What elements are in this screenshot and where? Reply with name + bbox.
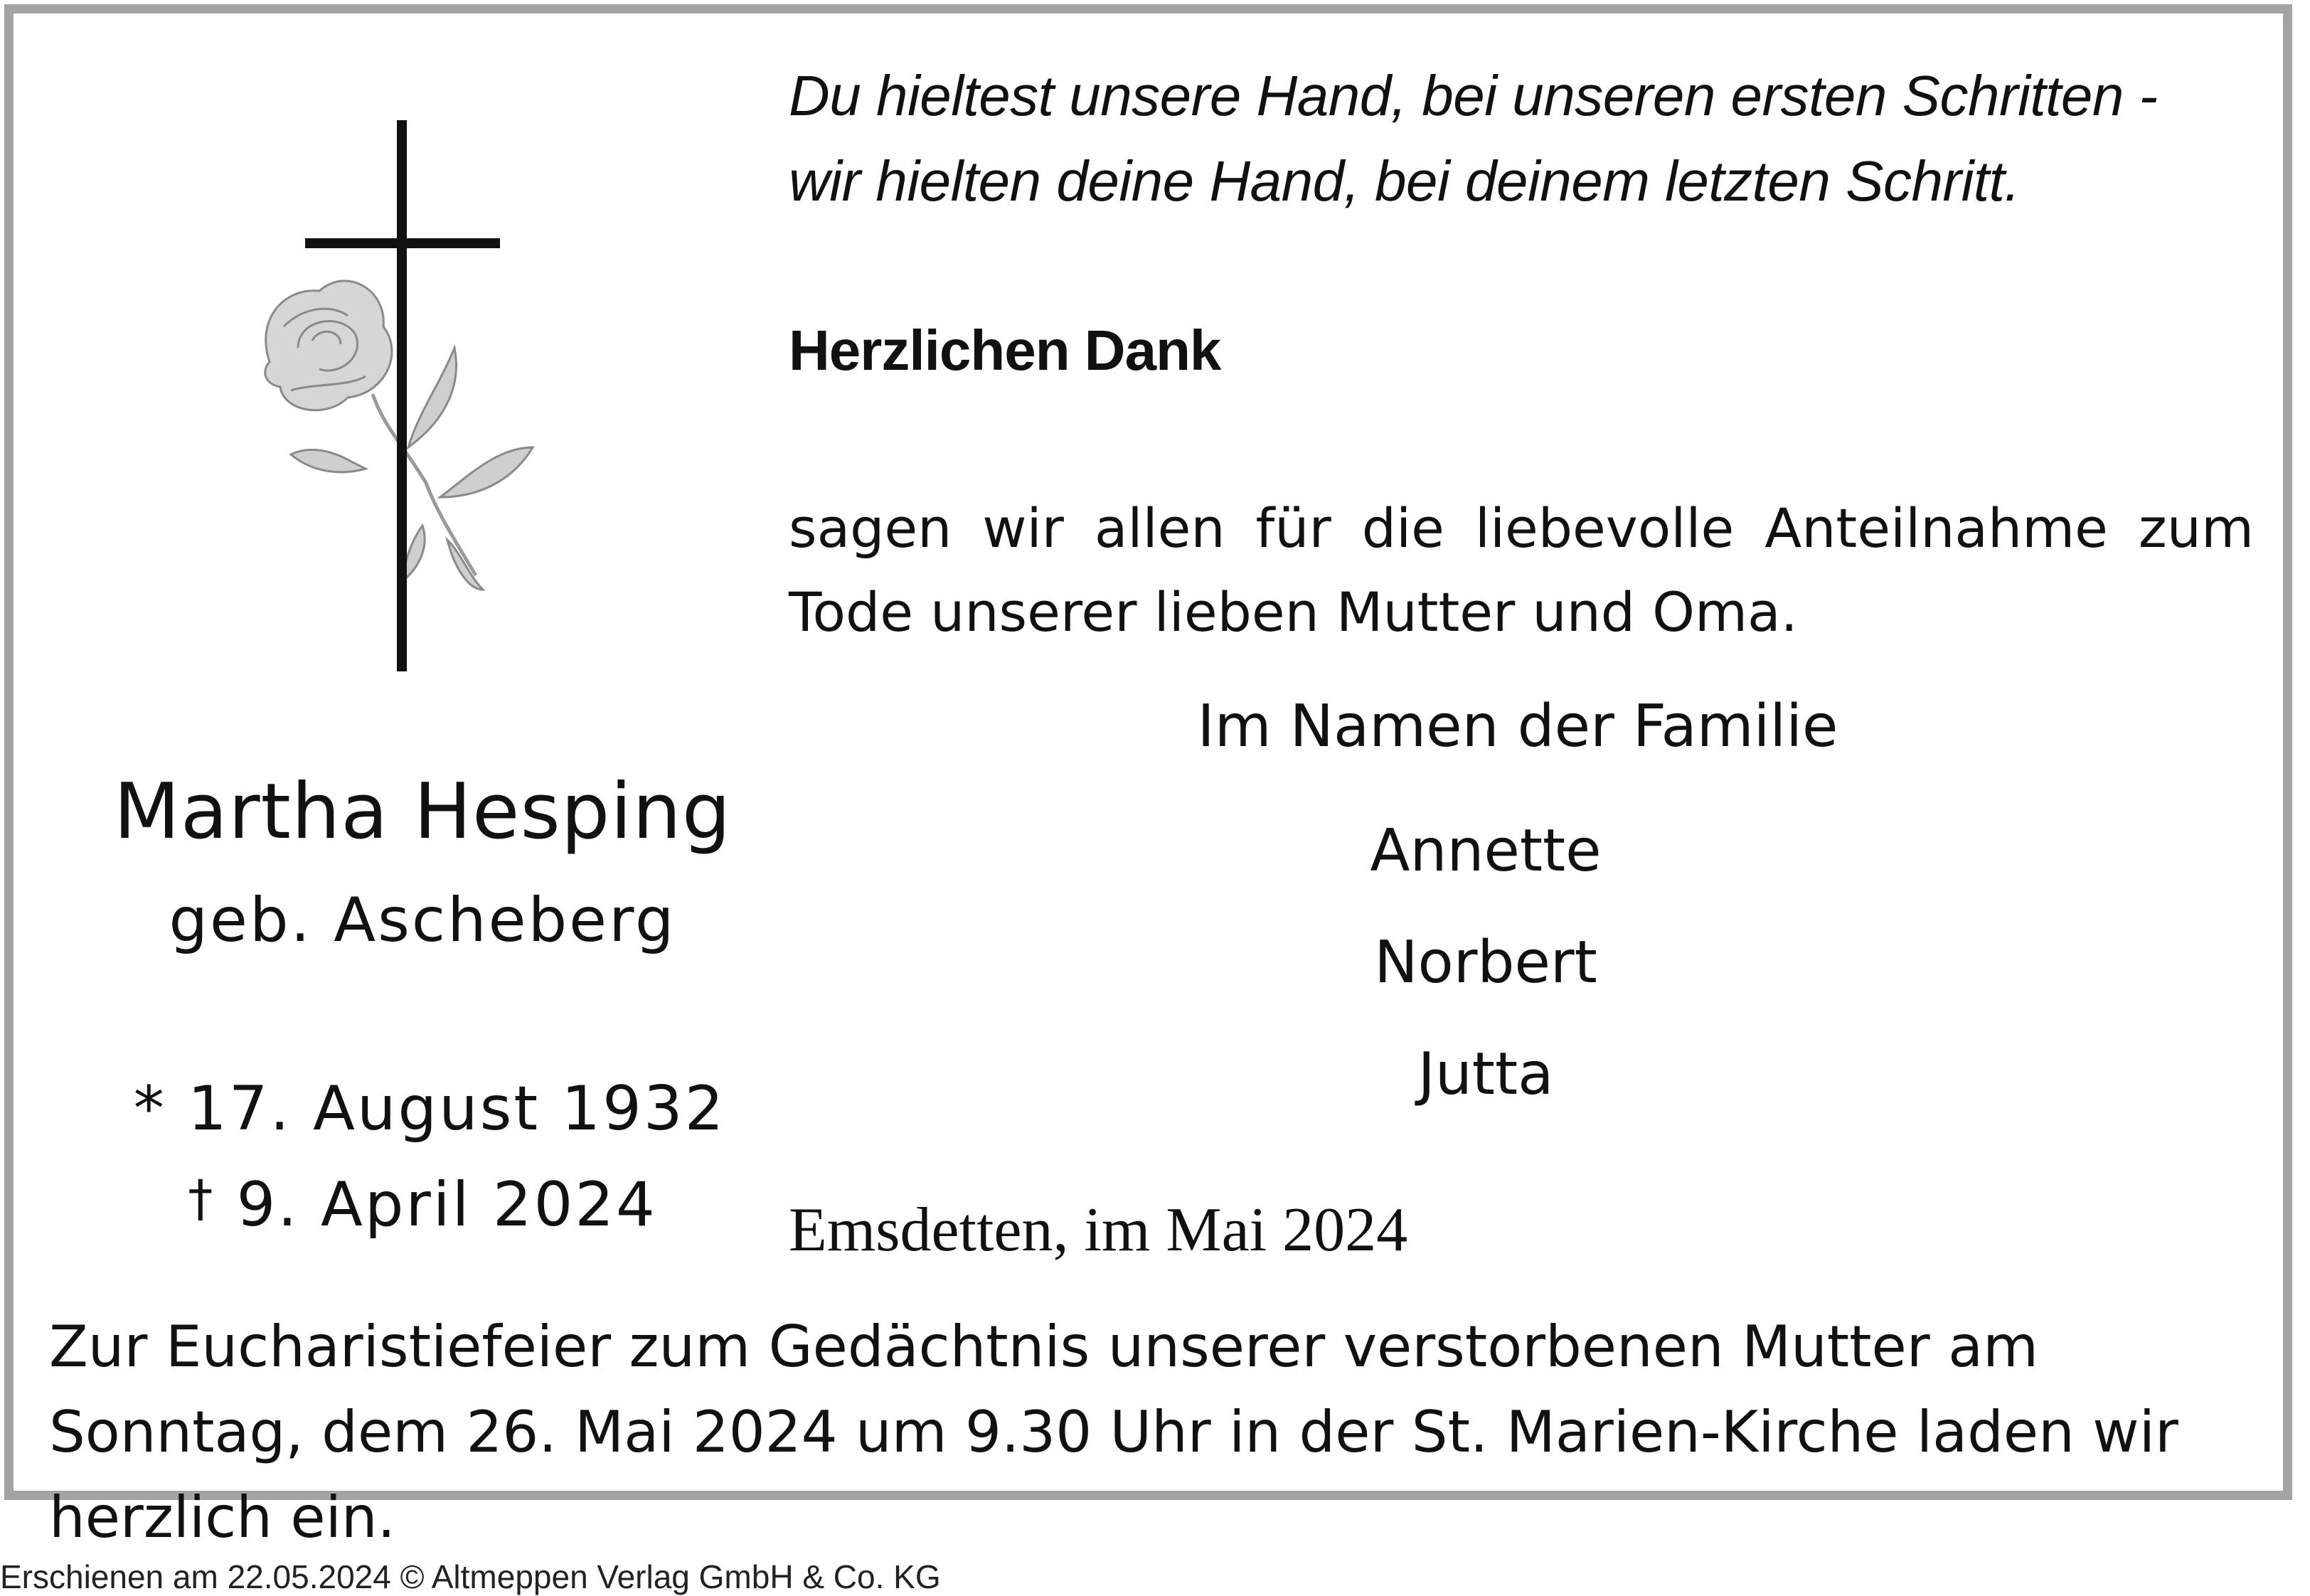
- family-member: Norbert: [1374, 929, 1597, 996]
- place-date: Emsdetten, im Mai 2024: [789, 1196, 1408, 1265]
- motto-line-2: wir hielten deine Hand, bei deinem letzten Schritt.: [789, 149, 2021, 213]
- family-member: Annette: [1370, 817, 1602, 885]
- dagger-icon: †: [188, 1169, 215, 1228]
- deceased-name: Martha Hesping: [113, 767, 732, 856]
- notice-frame: [4, 4, 2292, 1550]
- thanks-heading: Herzlichen Dank: [789, 319, 1221, 382]
- birth-symbol: *: [133, 1073, 166, 1144]
- death-date: 9. April 2024: [236, 1169, 657, 1240]
- publication-note: Erschienen am 22.05.2024 © Altmeppen Verlag GmbH & Co. KG: [0, 1558, 941, 1595]
- birth-date-line: [63, 1073, 796, 1144]
- birth-name: geb. Ascheberg: [169, 885, 676, 956]
- death-date-line: [56, 1169, 789, 1240]
- thanks-body: sagen wir allen für die liebevolle Anteilnahme zum Tode unserer lieben Mutter und Oma.: [789, 496, 2254, 644]
- cross-rose-graphic: [241, 113, 554, 675]
- family-member: Jutta: [1417, 1041, 1554, 1108]
- invitation-text: Zur Eucharistiefeier zum Gedächtnis unserer verstorbenen Mutter am Sonntag, dem 26. Mai 2024 um 9.30 Uhr in der St. Marien-Kirche laden wir herzlich ein.: [49, 1314, 2178, 1550]
- cross-with-rose-icon: [241, 113, 554, 675]
- birth-date: 17. August 1932: [188, 1073, 726, 1144]
- motto-line-1: Du hieltest unsere Hand, bei unseren ersten Schritten -: [789, 64, 2158, 127]
- family-line: Im Namen der Familie: [1197, 693, 1838, 760]
